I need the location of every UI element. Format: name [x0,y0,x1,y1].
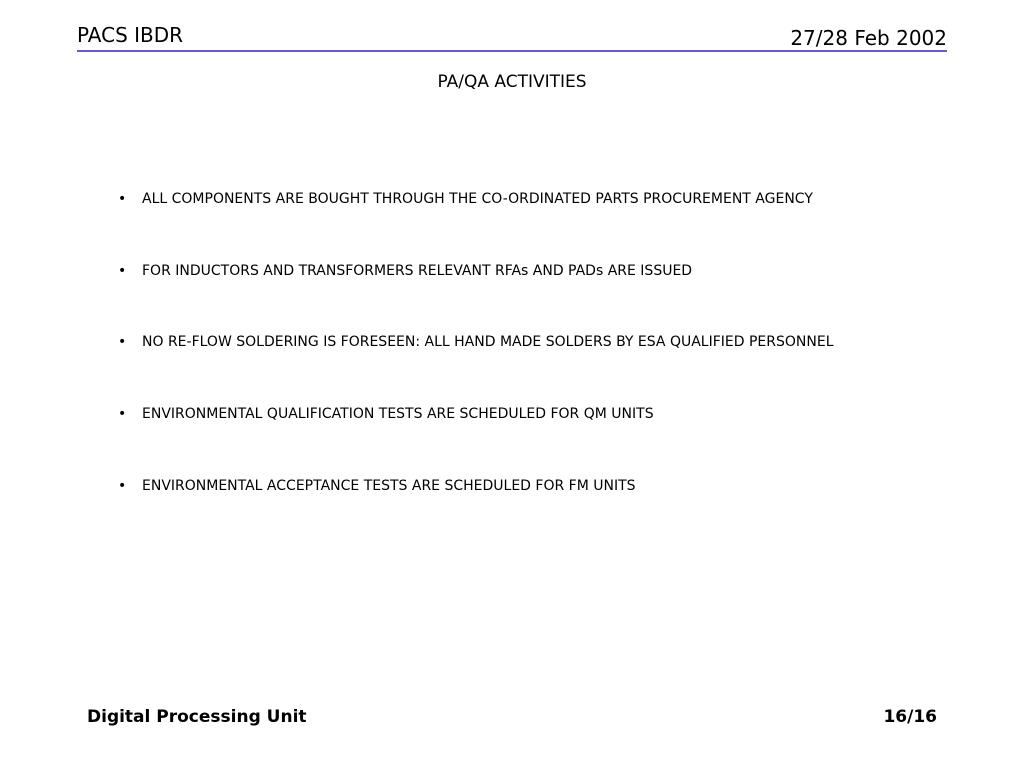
bullet-text: FOR INDUCTORS AND TRANSFORMERS RELEVANT RFAs AND PADs ARE ISSUED [142,262,693,279]
bullet-text: ENVIRONMENTAL QUALIFICATION TESTS ARE SCHEDULED FOR QM UNITS [142,406,654,423]
bullet-icon: • [118,334,127,351]
bullet-icon: • [118,477,127,494]
bullet-item [118,331,998,403]
bullet-item [118,475,998,547]
bullet-text: ENVIRONMENTAL ACCEPTANCE TESTS ARE SCHEDULED FOR FM UNITS [142,477,636,494]
footer-section-title: Digital Processing Unit [87,707,307,727]
bullet-list [118,188,998,546]
bullet-item [118,188,998,260]
bullet-item [118,403,998,475]
slide-title: PA/QA ACTIVITIES [437,72,587,92]
page-number: 16/16 [883,707,937,727]
bullet-icon: • [118,262,127,279]
header-title: PACS IBDR [77,23,184,47]
bullet-icon: • [118,191,127,207]
bullet-item [118,260,998,332]
header-divider [77,50,947,52]
header-date: 27/28 Feb 2002 [790,26,947,50]
bullet-text: NO RE-FLOW SOLDERING IS FORESEEN: ALL HAND MADE SOLDERS BY ESA QUALIFIED PERSONNEL [142,334,834,351]
bullet-icon: • [118,406,127,423]
bullet-text: ALL COMPONENTS ARE BOUGHT THROUGH THE CO-ORDINATED PARTS PROCUREMENT AGENCY [142,191,813,207]
